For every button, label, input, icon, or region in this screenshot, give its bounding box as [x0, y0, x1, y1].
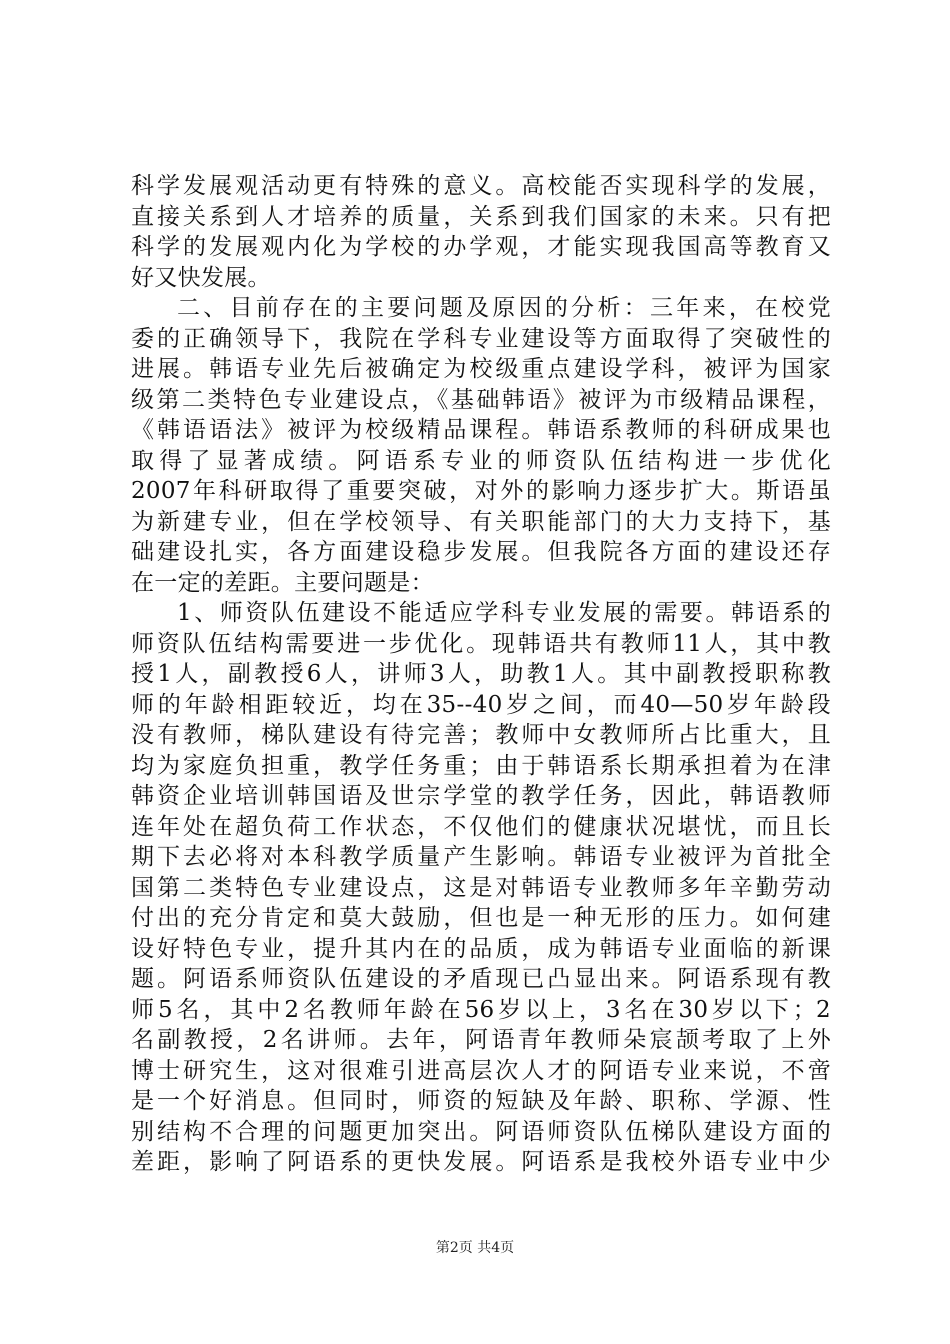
text-line: 博士研究生，这对很难引进高层次人才的阿语专业来说，不啻 — [131, 1057, 831, 1084]
text-line: 师5名，其中2名教师年龄在56岁以上，3名在30岁以下；2 — [131, 996, 831, 1023]
document-body — [131, 171, 831, 1178]
text-line: 级第二类特色专业建设点，《基础韩语》被评为市级精品课程， — [131, 386, 831, 413]
text-line: 为新建专业，但在学校领导、有关职能部门的大力支持下，基 — [131, 508, 831, 535]
text-line: 韩资企业培训韩国语及世宗学堂的教学任务，因此，韩语教师 — [131, 783, 831, 809]
text-line: 付出的充分肯定和莫大鼓励，但也是一种无形的压力。如何建 — [131, 905, 831, 931]
text-line: 二、目前存在的主要问题及原因的分析：三年来，在校党 — [177, 295, 831, 321]
text-line: 科学发展观活动更有特殊的意义。高校能否实现科学的发展， — [131, 173, 831, 199]
text-line: 础建设扎实，各方面建设稳步发展。但我院各方面的建设还存 — [131, 539, 831, 565]
text-line: 师资队伍结构需要进一步优化。现韩语共有教师11人，其中教 — [131, 630, 831, 657]
text-line: 进展。韩语专业先后被确定为校级重点建设学科，被评为国家 — [131, 356, 831, 382]
text-line: 委的正确领导下，我院在学科专业建设等方面取得了突破性的 — [131, 325, 831, 352]
text-line: 2007年科研取得了重要突破，对外的影响力逐步扩大。斯语虽 — [131, 478, 831, 504]
text-line: 在一定的差距。主要问题是： — [131, 569, 434, 596]
text-line: 设好特色专业，提升其内在的品质，成为韩语专业面临的新课 — [131, 935, 831, 962]
page-number-footer: 第2页 共4页 — [435, 1240, 515, 1256]
text-line: 科学的发展观内化为学校的办学观，才能实现我国高等教育又 — [131, 234, 831, 260]
text-line: 没有教师，梯队建设有待完善；教师中女教师所占比重大，且 — [131, 722, 831, 748]
text-line: 差距，影响了阿语系的更快发展。阿语系是我校外语专业中少 — [131, 1149, 831, 1175]
text-line: 题。阿语系师资队伍建设的矛盾现已凸显出来。阿语系现有教 — [131, 966, 831, 992]
text-line: 直接关系到人才培养的质量，关系到我们国家的未来。只有把 — [131, 203, 831, 230]
text-line: 连年处在超负荷工作状态，不仅他们的健康状况堪忧，而且长 — [131, 813, 831, 840]
text-line: 《韩语语法》被评为校级精品课程。韩语系教师的科研成果也 — [131, 417, 831, 443]
text-line: 别结构不合理的问题更加突出。阿语师资队伍梯队建设方面的 — [131, 1118, 831, 1145]
text-line: 好又快发展。 — [131, 264, 271, 291]
text-line: 是一个好消息。但同时，师资的短缺及年龄、职称、学源、性 — [131, 1088, 831, 1114]
text-line: 取得了显著成绩。阿语系专业的师资队伍结构进一步优化 — [131, 447, 831, 474]
text-line: 师的年龄相距较近，均在35--40岁之间，而40—50岁年龄段 — [131, 691, 831, 718]
text-line: 期下去必将对本科教学质量产生影响。韩语专业被评为首批全 — [131, 844, 831, 870]
text-line: 1、师资队伍建设不能适应学科专业发展的需要。韩语系的 — [177, 600, 831, 626]
text-line: 均为家庭负担重，教学任务重；由于韩语系长期承担着为在津 — [131, 752, 831, 779]
text-line: 授1人，副教授6人，讲师3人，助教1人。其中副教授职称教 — [131, 661, 831, 687]
text-line: 名副教授，2名讲师。去年，阿语青年教师朵宸颉考取了上外 — [131, 1027, 831, 1053]
text-line: 国第二类特色专业建设点，这是对韩语专业教师多年辛勤劳动 — [131, 874, 831, 901]
